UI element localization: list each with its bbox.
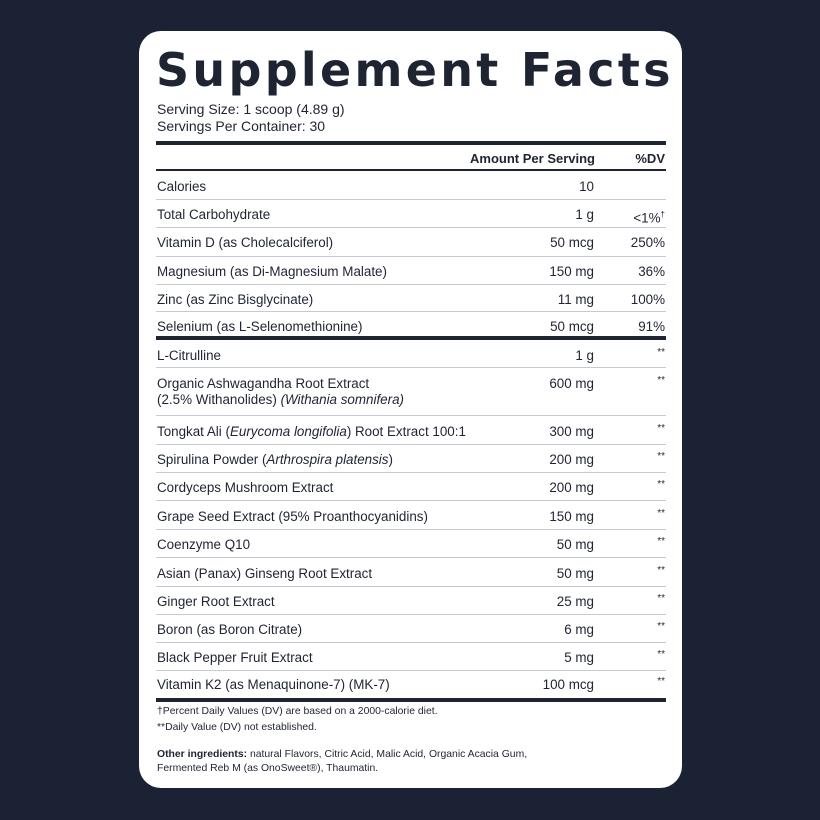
ingredient-dv: ** xyxy=(657,565,665,576)
nutrient-dv: 250% xyxy=(630,235,665,250)
ingredient-amount: 600 mg xyxy=(549,376,594,391)
ingredient-name xyxy=(157,424,466,440)
row-divider xyxy=(156,311,666,312)
nutrient-dv: 36% xyxy=(638,264,665,279)
ingredient-name: Vitamin K2 (as Menaquinone-7) (MK-7) xyxy=(157,677,390,692)
ingredient-name-start: Spirulina Powder ( xyxy=(157,452,267,467)
serving-size: Serving Size: 1 scoop (4.89 g) xyxy=(157,101,345,117)
row-divider xyxy=(156,557,666,558)
ingredient-name-line2: (2.5% Withanolides) xyxy=(157,392,277,407)
ingredient-name: Black Pepper Fruit Extract xyxy=(157,650,313,665)
row-divider xyxy=(156,642,666,643)
row-divider xyxy=(156,586,666,587)
other-ingredients-label: Other ingredients: xyxy=(157,749,248,760)
nutrient-amount: 1 g xyxy=(575,207,594,222)
nutrient-amount: 150 mg xyxy=(549,264,594,279)
nutrient-amount: 11 mg xyxy=(557,292,594,307)
nutrient-name: Total Carbohydrate xyxy=(157,207,271,222)
not-established-footnote: **Daily Value (DV) not established. xyxy=(157,722,317,733)
ingredient-dv: ** xyxy=(657,479,665,490)
ingredient-dv: ** xyxy=(657,451,665,462)
ingredient-name-end: ) Root Extract 100:1 xyxy=(346,424,466,439)
ingredient-amount: 25 mg xyxy=(556,594,594,609)
ingredient-name xyxy=(157,452,393,468)
servings-per-container: Servings Per Container: 30 xyxy=(157,118,326,134)
ingredient-amount: 1 g xyxy=(575,348,594,363)
ingredient-name xyxy=(157,376,404,408)
ingredient-latin-name: (Withania somnifera) xyxy=(280,392,404,407)
nutrient-amount: 50 mcg xyxy=(550,235,594,250)
ingredient-name: Cordyceps Mushroom Extract xyxy=(157,480,334,495)
header-rule xyxy=(156,169,666,171)
nutrient-name: Vitamin D (as Cholecalciferol) xyxy=(157,235,334,250)
ingredient-name: Coenzyme Q10 xyxy=(157,537,251,552)
row-divider xyxy=(156,227,666,228)
ingredient-dv: ** xyxy=(657,375,665,386)
ingredient-name-line1: Organic Ashwagandha Root Extract xyxy=(157,376,370,391)
nutrient-name: Selenium (as L-Selenomethionine) xyxy=(157,319,363,334)
other-ingredients-text-2: Fermented Reb M (as OnoSweet®), Thaumatin. xyxy=(157,763,379,774)
row-divider xyxy=(156,670,666,671)
ingredient-latin-name: Eurycoma longifolia xyxy=(229,424,347,439)
row-divider xyxy=(156,444,666,445)
ingredient-latin-name: Arthrospira platensis xyxy=(266,452,389,467)
row-divider xyxy=(156,529,666,530)
nutrient-dv: 100% xyxy=(630,292,665,307)
ingredient-name: Boron (as Boron Citrate) xyxy=(157,622,303,637)
row-divider xyxy=(156,199,666,200)
row-divider xyxy=(156,284,666,285)
ingredient-amount: 100 mcg xyxy=(542,677,594,692)
ingredient-dv: ** xyxy=(657,676,665,687)
row-divider xyxy=(156,614,666,615)
ingredient-name-start: Tongkat Ali ( xyxy=(157,424,230,439)
row-divider xyxy=(156,367,666,368)
supplement-facts-panel xyxy=(139,31,682,788)
ingredient-dv: ** xyxy=(657,621,665,632)
nutrient-amount: 10 xyxy=(579,179,594,194)
ingredient-amount: 6 mg xyxy=(564,622,594,637)
nutrient-dv: 91% xyxy=(638,319,665,334)
row-divider xyxy=(156,472,666,473)
dagger-mark: † xyxy=(660,210,665,219)
row-divider xyxy=(156,415,666,416)
ingredient-name-end: ) xyxy=(388,452,393,467)
dv-footnote: †Percent Daily Values (DV) are based on a 2000-calorie diet. xyxy=(157,706,438,717)
ingredient-dv: ** xyxy=(657,508,665,519)
ingredient-dv: ** xyxy=(657,649,665,660)
nutrient-name: Magnesium (as Di-Magnesium Malate) xyxy=(157,264,387,279)
thick-rule-bottom xyxy=(156,698,666,702)
row-divider xyxy=(156,500,666,501)
label-title: Supplement Facts xyxy=(156,43,674,97)
thick-rule-mid xyxy=(156,336,666,340)
ingredient-dv: ** xyxy=(657,536,665,547)
other-ingredients xyxy=(157,748,527,761)
ingredient-amount: 50 mg xyxy=(556,537,594,552)
ingredient-dv: ** xyxy=(657,593,665,604)
ingredient-amount: 200 mg xyxy=(549,480,594,495)
ingredient-amount: 200 mg xyxy=(549,452,594,467)
ingredient-dv: ** xyxy=(657,347,665,358)
nutrient-name: Calories xyxy=(157,179,207,194)
nutrient-name: Zinc (as Zinc Bisglycinate) xyxy=(157,292,314,307)
ingredient-name: Asian (Panax) Ginseng Root Extract xyxy=(157,566,373,581)
nutrient-amount: 50 mcg xyxy=(550,319,594,334)
row-divider xyxy=(156,256,666,257)
ingredient-amount: 5 mg xyxy=(564,650,594,665)
column-header-dv: %DV xyxy=(635,151,665,166)
column-header-amount: Amount Per Serving xyxy=(470,151,595,166)
nutrient-dv xyxy=(633,207,665,226)
ingredient-amount: 150 mg xyxy=(549,509,594,524)
ingredient-dv: ** xyxy=(657,423,665,434)
other-ingredients-text-1: natural Flavors, Citric Acid, Malic Acid, Organic Acacia Gum, xyxy=(247,749,528,760)
ingredient-name: L-Citrulline xyxy=(157,348,221,363)
ingredient-name: Ginger Root Extract xyxy=(157,594,275,609)
ingredient-name: Grape Seed Extract (95% Proanthocyanidins) xyxy=(157,509,428,524)
ingredient-amount: 50 mg xyxy=(556,566,594,581)
nutrient-dv-value: <1% xyxy=(633,210,661,226)
thick-rule-top xyxy=(156,141,666,145)
ingredient-amount: 300 mg xyxy=(549,424,594,439)
serving-info xyxy=(157,101,345,135)
